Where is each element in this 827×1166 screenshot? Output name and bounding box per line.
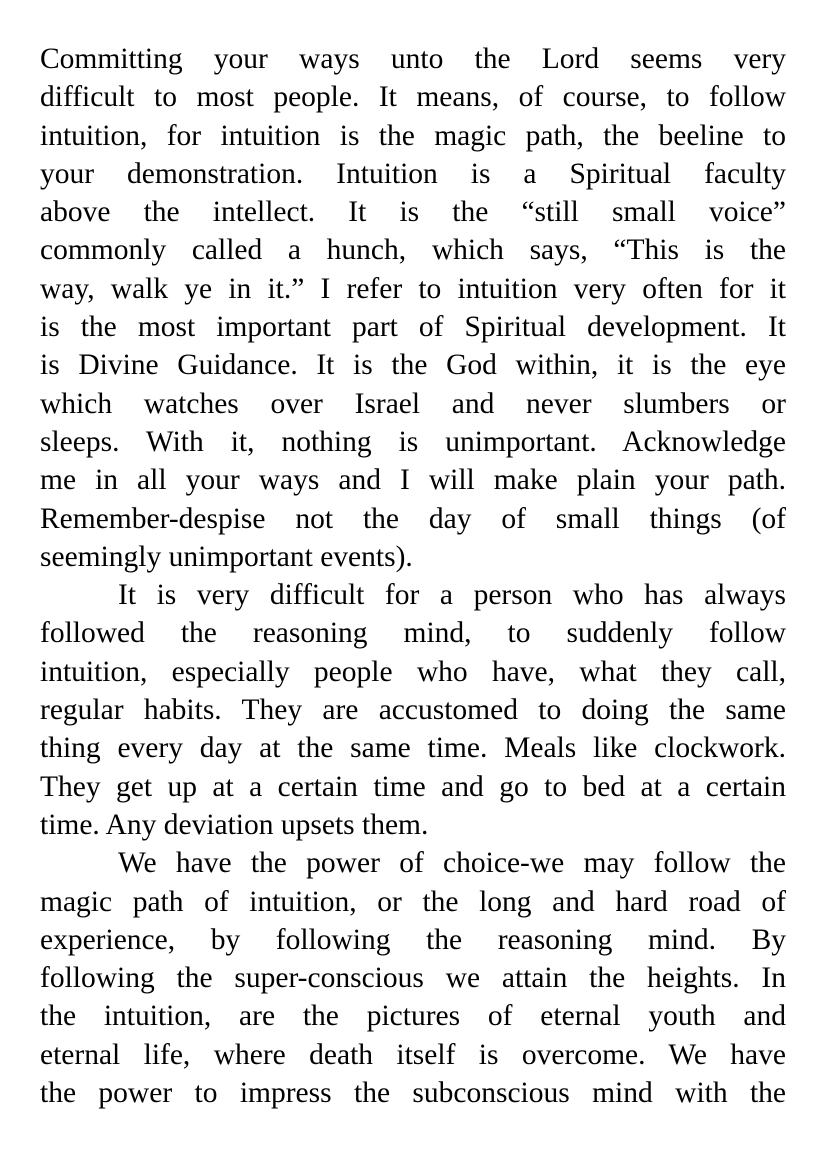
text-line: thing every day at the same time. Meals like clockwork. [40, 732, 786, 765]
text-line: sleeps. With it, nothing is unimportant. Acknowledge [40, 425, 786, 458]
text-line: experience, by following the reasoning mind. By [40, 923, 786, 956]
text-line: intuition, especially people who have, what they call, [40, 655, 786, 688]
text-line: Committing your ways unto the Lord seems very [40, 43, 786, 75]
text-line: They get up at a certain time and go to bed at a certain [40, 770, 786, 803]
text-line: regular habits. They are accustomed to doing the same [40, 694, 786, 727]
text-line: is the most important part of Spiritual development. It [40, 311, 786, 344]
text-line: me in all your ways and I will make plain your path. [40, 464, 786, 497]
text-line: your demonstration. Intuition is a Spiritual faculty [40, 157, 786, 190]
body-text [40, 40, 786, 1112]
text-line: seemingly unimportant events). [40, 540, 413, 573]
text-line: It is very difficult for a person who has always [118, 579, 786, 612]
text-line: difficult to most people. It means, of course, to follow [40, 81, 786, 114]
text-line: following the super-conscious we attain the heights. In [40, 962, 786, 995]
text-line: way, walk ye in it.” I refer to intuition very often for it [40, 272, 786, 305]
text-line: which watches over Israel and never slumbers or [40, 387, 786, 420]
text-line: commonly called a hunch, which says, “This is the [40, 234, 786, 267]
text-line: magic path of intuition, or the long and hard road of [40, 885, 786, 918]
text-line: eternal life, where death itself is overcome. We have [40, 1038, 786, 1071]
text-line: is Divine Guidance. It is the God within, it is the eye [40, 349, 786, 382]
text-line: time. Any deviation upsets them. [40, 808, 429, 841]
text-line: above the intellect. It is the “still small voice” [40, 196, 786, 229]
text-line: Remember-despise not the day of small things (of [40, 502, 786, 535]
text-line: followed the reasoning mind, to suddenly follow [40, 617, 786, 650]
text-line: We have the power of choice-we may follow the [118, 847, 786, 880]
text-line: intuition, for intuition is the magic path, the beeline to [40, 119, 786, 152]
text-line: the power to impress the subconscious mind with the [40, 1077, 786, 1110]
text-line: the intuition, are the pictures of eternal youth and [40, 1000, 786, 1033]
